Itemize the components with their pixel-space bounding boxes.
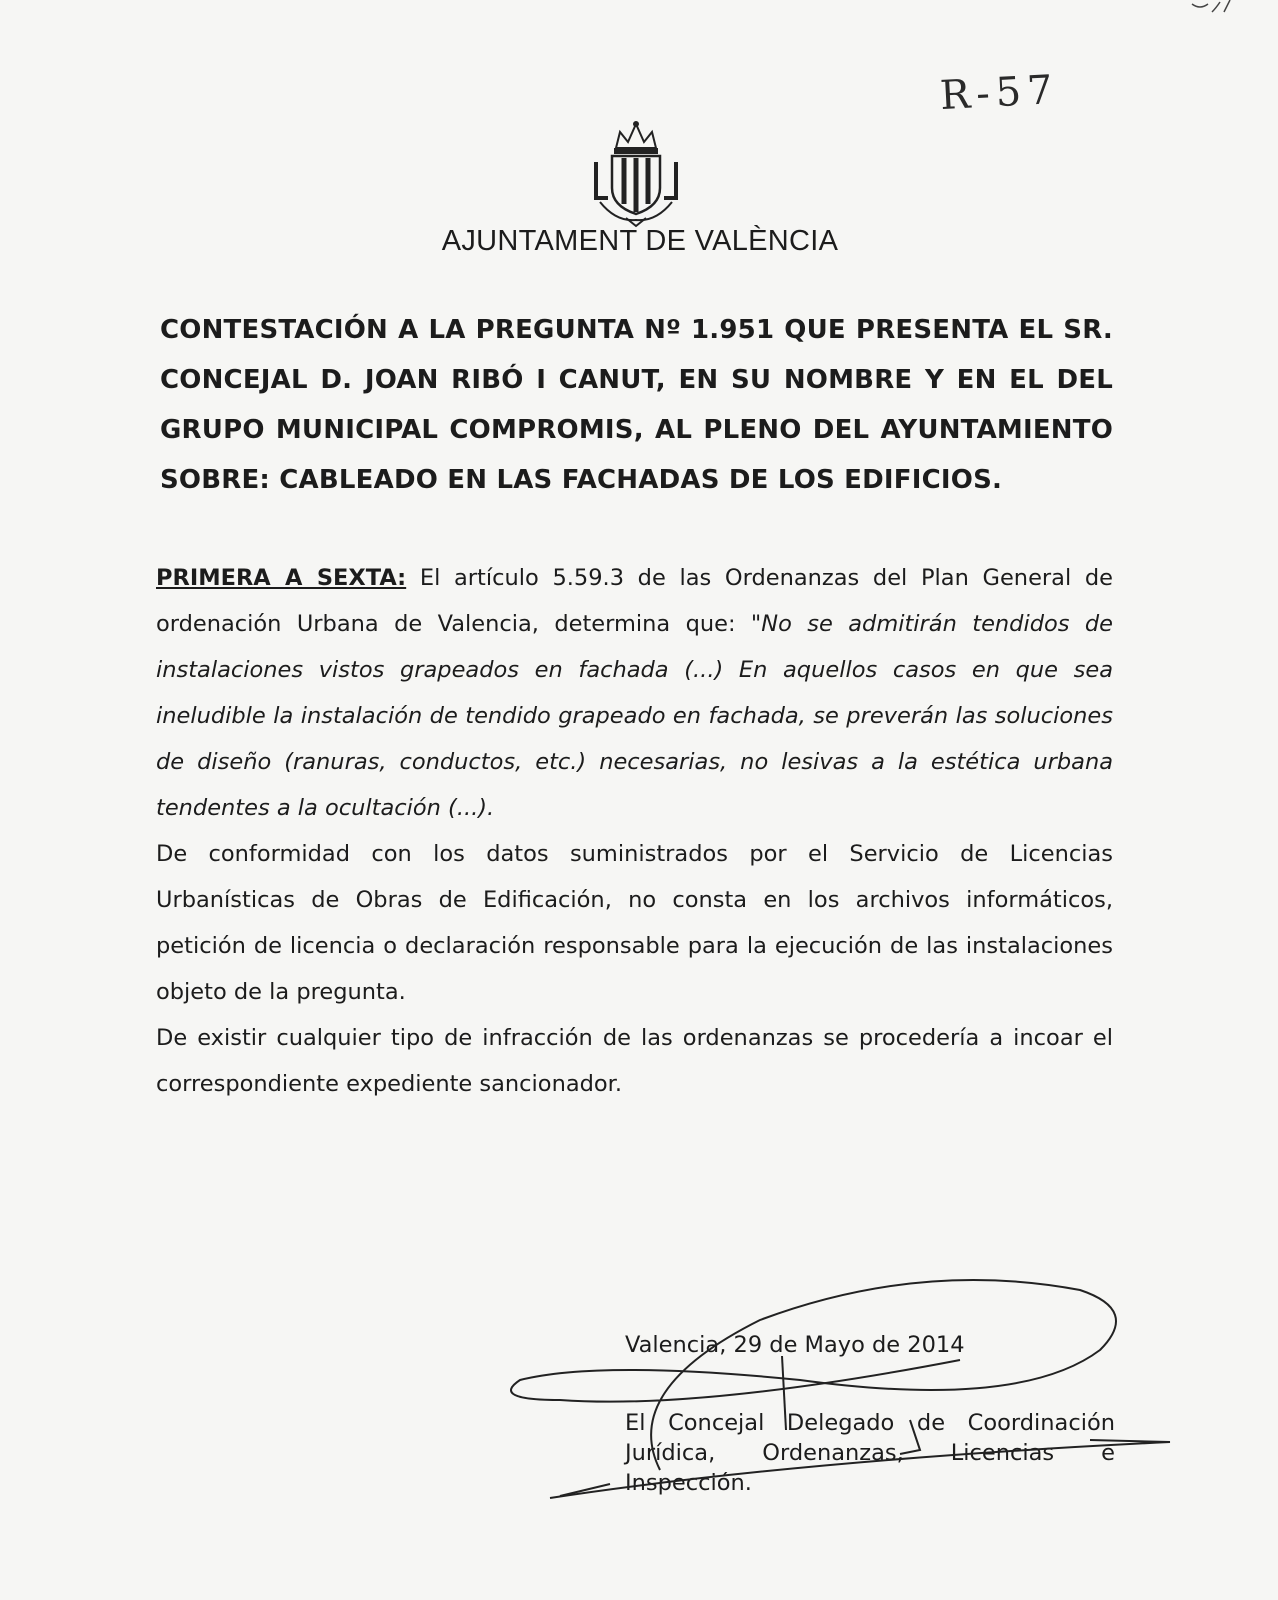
signatory-title: El Concejal Delegado de Coordinación Jurídica, Ordenanzas, Licencias e Inspección. <box>625 1410 1115 1496</box>
document-body <box>156 555 1113 1107</box>
answer-intro: El artículo 5.59.3 de las Ordenanzas del Plan General de ordenación Urbana de Valencia, determina que: " <box>156 565 1113 637</box>
answer-paragraph-1 <box>156 555 1113 831</box>
answer-paragraph-2: De conformidad con los datos suministrados por el Servicio de Licencias Urbanísticas de Obras de Edificación, no consta en los archivos informáticos, petición de licencia o declaración responsable para la ejecución de las instalaciones objeto de la pregunta. <box>156 841 1113 1005</box>
signature-date: Valencia, 29 de Mayo de 2014 <box>625 1332 965 1358</box>
ordinance-quote: No se admitirán tendidos de instalaciones vistos grapeados en fachada (...) En aquellos casos en que sea ineludible la instalación de tendido grapeado en fachada, se preverán las soluciones de diseño (ranuras, conductos, etc.) necesarias, no lesivas a la estética urbana tendentes a la ocultación (...). <box>156 611 1113 821</box>
answer-paragraph-3: De existir cualquier tipo de infracción de las ordenanzas se procedería a incoar el correspondiente expediente sancionador. <box>156 1025 1113 1097</box>
answer-lead: PRIMERA A SEXTA: <box>156 565 407 591</box>
city-crest-icon <box>586 118 686 228</box>
institution-name: AJUNTAMENT DE VALÈNCIA <box>441 225 839 257</box>
handwritten-signature <box>500 1270 1220 1550</box>
document-heading: CONTESTACIÓN A LA PREGUNTA Nº 1.951 QUE PRESENTA EL SR. CONCEJAL D. JOAN RIBÓ I CANUT, EN SU NOMBRE Y EN EL DEL GRUPO MUNICIPAL COMPROMIS, AL PLENO DEL AYUNTAMIENTO SOBRE: CABLEADO EN LAS FACHADAS DE LOS EDIFICIOS. <box>160 315 1113 495</box>
margin-mark-scribble <box>1190 0 1240 14</box>
handwritten-reference: R-57 <box>938 66 1060 120</box>
